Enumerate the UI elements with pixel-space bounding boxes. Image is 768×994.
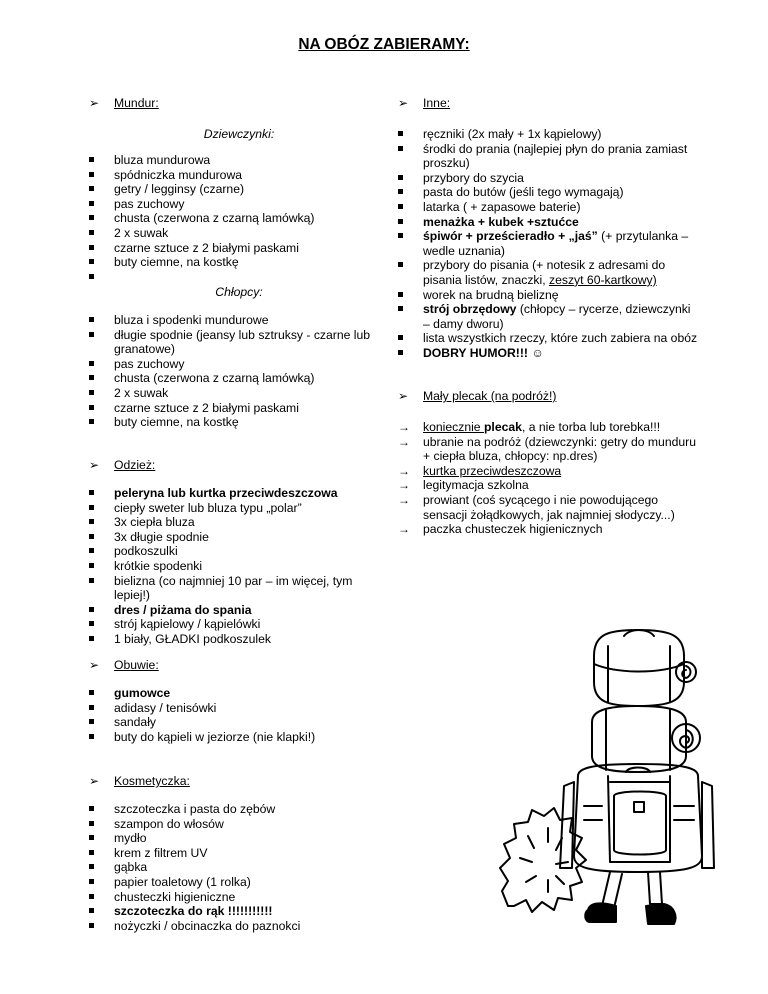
square-bullet-icon <box>398 175 403 180</box>
square-bullet-icon <box>89 230 94 235</box>
square-bullet-icon <box>89 390 94 395</box>
square-bullet-icon <box>89 908 94 913</box>
square-bullet-icon <box>89 317 94 322</box>
list-item: menażka + kubek +sztućce <box>398 215 698 230</box>
section-heading: Kosmetyczka: <box>114 774 190 788</box>
list-item: podkoszulki <box>89 544 389 559</box>
inne-list <box>398 127 698 361</box>
square-bullet-icon <box>89 548 94 553</box>
list-item: sandały <box>89 715 389 730</box>
square-bullet-icon <box>89 505 94 510</box>
square-bullet-icon <box>89 835 94 840</box>
square-bullet-icon <box>89 578 94 583</box>
square-bullet-icon <box>89 519 94 524</box>
list-item: → ubranie na podróż (dziewczynki: getry do munduru + ciepła bluza, chłopcy: np.dres) <box>398 434 697 464</box>
list-item: krem z filtrem UV <box>89 846 389 861</box>
square-bullet-icon <box>89 405 94 410</box>
section-mundur-heading <box>89 96 389 111</box>
list-item: chusta (czerwona z czarną lamówką) <box>89 211 389 226</box>
odziez-list <box>89 486 389 647</box>
section-plecak-heading <box>398 389 698 404</box>
list-item: długie spodnie (jeansy lub sztruksy - czarne lub granatowe) <box>89 328 389 357</box>
section-kosmetyczka-heading <box>89 774 389 789</box>
square-bullet-icon <box>89 923 94 928</box>
section-heading: Obuwie: <box>114 658 159 672</box>
square-bullet-icon <box>398 233 403 238</box>
list-item: worek na brudną bieliznę <box>398 288 698 303</box>
square-bullet-icon <box>398 306 403 311</box>
right-arrow-icon: → <box>398 478 410 493</box>
square-bullet-icon <box>89 821 94 826</box>
arrow-bullet-icon: ➢ <box>398 96 409 110</box>
list-item: → koniecznie plecak, a nie torba lub torebka!!! <box>398 420 661 434</box>
square-bullet-icon <box>89 719 94 724</box>
list-item: chusta (czerwona z czarną lamówką) <box>89 371 389 386</box>
list-item: 2 x suwak <box>89 226 389 241</box>
section-heading: Mundur: <box>114 96 159 110</box>
right-arrow-icon: → <box>398 492 410 507</box>
square-bullet-icon <box>398 350 403 355</box>
list-item: pas zuchowy <box>89 197 389 212</box>
list-item: peleryna lub kurtka przeciwdeszczowa <box>89 486 389 501</box>
square-bullet-icon <box>89 705 94 710</box>
list-item: śpiwór + prześcieradło + „jaś” (+ przytulanka – wedle uznania) <box>398 229 698 258</box>
square-bullet-icon <box>398 335 403 340</box>
square-bullet-icon <box>89 375 94 380</box>
list-item: szampon do włosów <box>89 817 389 832</box>
list-item: chusteczki higieniczne <box>89 890 389 905</box>
list-item: adidasy / tenisówki <box>89 701 389 716</box>
sleeping-roll-icon <box>592 706 700 772</box>
square-bullet-icon <box>89 157 94 162</box>
list-item: papier toaletowy (1 rolka) <box>89 875 389 890</box>
list-item: → paczka chusteczek higienicznych <box>398 522 603 537</box>
square-bullet-icon <box>89 274 94 279</box>
list-item: czarne sztuce z 2 białymi paskami <box>89 241 389 256</box>
list-item: krótkie spodenki <box>89 559 389 574</box>
list-item: czarne sztuce z 2 białymi paskami <box>89 401 389 416</box>
arrow-bullet-icon: ➢ <box>89 774 100 788</box>
square-bullet-icon <box>89 361 94 366</box>
list-item: przybory do szycia <box>398 171 698 186</box>
legs-icon <box>585 872 675 924</box>
list-item: bielizna (co najmniej 10 par – im więcej, tym lepiej!) <box>89 574 389 603</box>
square-bullet-icon <box>89 332 94 337</box>
page-title: NA OBÓZ ZABIERAMY: <box>298 36 470 53</box>
square-bullet-icon <box>89 607 94 612</box>
list-item: bluza i spodenki mundurowe <box>89 313 389 328</box>
section-inne-heading <box>398 96 698 111</box>
square-bullet-icon <box>398 262 403 267</box>
square-bullet-icon <box>89 621 94 626</box>
list-item: nożyczki / obcinaczka do paznokci <box>89 919 389 934</box>
right-arrow-icon: → <box>398 420 410 434</box>
square-bullet-icon <box>89 201 94 206</box>
list-item: szczoteczka do rąk !!!!!!!!!!! <box>89 904 389 919</box>
square-bullet-icon <box>89 186 94 191</box>
girls-label: Dziewczynki: <box>203 127 275 141</box>
list-item: 3x ciepła bluza <box>89 515 389 530</box>
kosmetyczka-list <box>89 802 389 933</box>
right-arrow-icon: → <box>398 522 410 537</box>
square-bullet-icon <box>89 259 94 264</box>
sleeping-roll-icon <box>594 630 696 706</box>
square-bullet-icon <box>398 219 403 224</box>
right-arrow-icon: → <box>398 463 410 478</box>
section-odziez-heading <box>89 458 389 473</box>
square-bullet-icon <box>89 636 94 641</box>
section-heading: Odzież: <box>114 458 156 472</box>
square-bullet-icon <box>398 292 403 297</box>
arrow-bullet-icon: ➢ <box>398 389 409 403</box>
arrow-bullet-icon: ➢ <box>89 96 100 110</box>
right-arrow-icon: → <box>398 434 410 449</box>
square-bullet-icon <box>89 245 94 250</box>
square-bullet-icon <box>89 563 94 568</box>
list-item: pasta do butów (jeśli tego wymagają) <box>398 185 698 200</box>
list-item: getry / legginsy (czarne) <box>89 182 389 197</box>
list-item: spódniczka mundurowa <box>89 168 389 183</box>
list-item: 1 biały, GŁADKI podkoszulek <box>89 632 389 647</box>
list-item: buty ciemne, na kostkę <box>89 255 389 270</box>
square-bullet-icon <box>89 172 94 177</box>
list-item: dres / piżama do spania <box>89 603 389 618</box>
square-bullet-icon <box>89 879 94 884</box>
plecak-list <box>398 420 698 537</box>
square-bullet-icon <box>398 204 403 209</box>
list-item: strój kąpielowy / kąpielówki <box>89 617 389 632</box>
arrow-bullet-icon: ➢ <box>89 458 100 472</box>
list-item: lista wszystkich rzeczy, które zuch zabiera na obóz <box>398 331 698 346</box>
square-bullet-icon <box>398 189 403 194</box>
list-item: szczoteczka i pasta do zębów <box>89 802 389 817</box>
square-bullet-icon <box>89 419 94 424</box>
list-item: ciepły sweter lub bluza typu „polar” <box>89 501 389 516</box>
list-item: środki do prania (najlepiej płyn do prania zamiast proszku) <box>398 142 698 171</box>
list-item: 2 x suwak <box>89 386 389 401</box>
list-item: bluza mundurowa <box>89 153 389 168</box>
list-item: buty ciemne, na kostkę <box>89 415 389 430</box>
square-bullet-icon <box>89 690 94 695</box>
list-item: DOBRY HUMOR!!! ☺ <box>398 346 698 361</box>
section-heading: Mały plecak (na podróż!) <box>423 389 557 403</box>
list-item: mydło <box>89 831 389 846</box>
square-bullet-icon <box>398 146 403 151</box>
square-bullet-icon <box>89 864 94 869</box>
list-item: → kurtka przeciwdeszczowa <box>398 463 562 478</box>
square-bullet-icon <box>89 534 94 539</box>
square-bullet-icon <box>398 131 403 136</box>
girls-list <box>89 153 389 284</box>
list-item: ręczniki (2x mały + 1x kąpielowy) <box>398 127 698 142</box>
list-item: → legitymacja szkolna <box>398 478 529 493</box>
square-bullet-icon <box>89 215 94 220</box>
list-item: strój obrzędowy (chłopcy – rycerze, dziewczynki – damy dworu) <box>398 302 698 331</box>
list-item: → prowiant (coś sycącego i nie powodującego sensacji żołądkowych, jak najmniej słodyczy...) <box>398 492 675 522</box>
square-bullet-icon <box>89 490 94 495</box>
obuwie-list <box>89 686 389 744</box>
square-bullet-icon <box>89 894 94 899</box>
list-item: 3x długie spodnie <box>89 530 389 545</box>
backpack-hiker-illustration <box>498 606 728 936</box>
square-bullet-icon <box>89 734 94 739</box>
list-item: gumowce <box>89 686 389 701</box>
section-obuwie-heading <box>89 658 389 673</box>
arrow-bullet-icon: ➢ <box>89 658 100 672</box>
list-item: buty do kąpieli w jeziorze (nie klapki!) <box>89 730 389 745</box>
boys-label: Chłopcy: <box>215 285 263 299</box>
boys-list <box>89 313 389 430</box>
list-item: latarka ( + zapasowe baterie) <box>398 200 698 215</box>
list-item: przybory do pisania (+ notesik z adresami do pisania listów, znaczki, zeszyt 60-kartkowy) <box>398 258 698 287</box>
list-item <box>89 270 389 285</box>
square-bullet-icon <box>89 806 94 811</box>
list-item: gąbka <box>89 860 389 875</box>
square-bullet-icon <box>89 850 94 855</box>
section-heading: Inne: <box>423 96 451 110</box>
list-item: pas zuchowy <box>89 357 389 372</box>
